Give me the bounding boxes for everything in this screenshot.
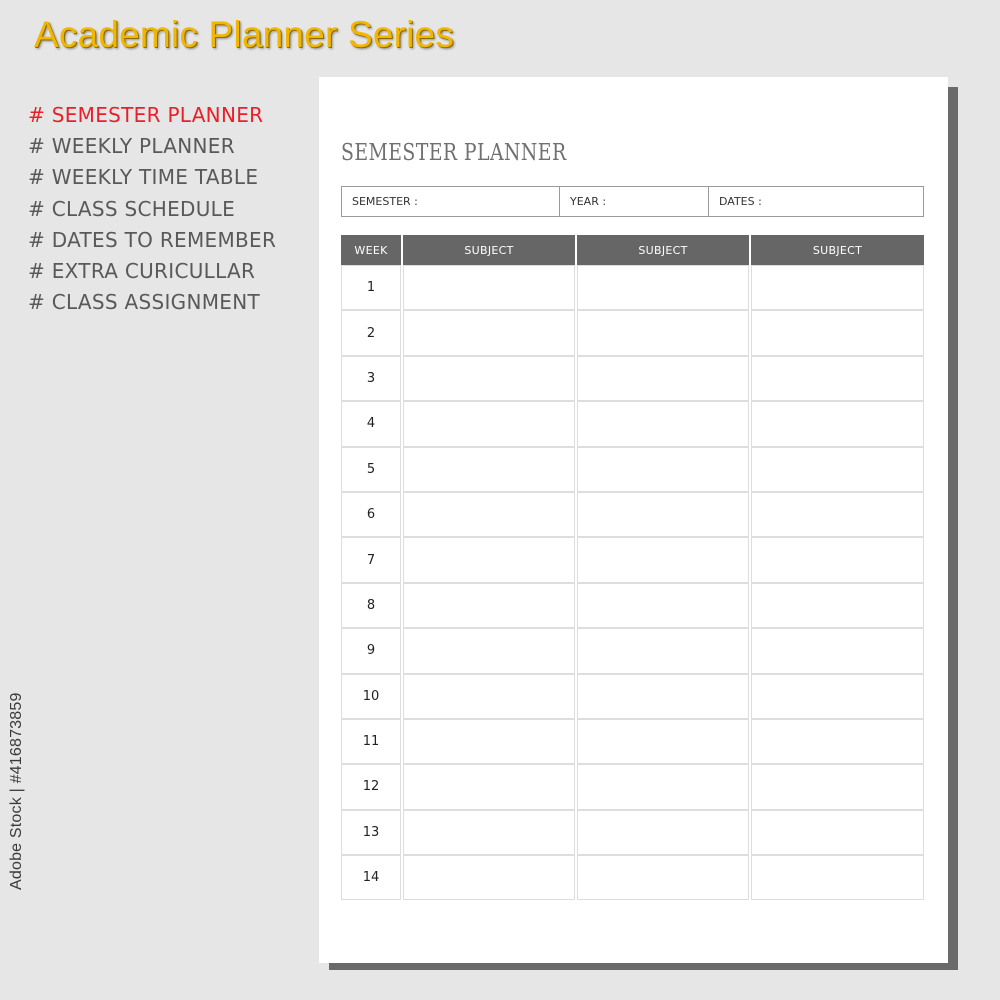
semester-field[interactable]: SEMESTER :: [352, 195, 418, 208]
subject-cell[interactable]: [403, 583, 575, 628]
grid-body: [341, 265, 924, 900]
dates-field[interactable]: DATES :: [708, 187, 923, 216]
week-number: 10: [341, 674, 401, 719]
year-field[interactable]: YEAR :: [559, 187, 708, 216]
table-row: [341, 492, 924, 537]
sheet-title: SEMESTER PLANNER: [341, 140, 567, 166]
menu-item-weekly-time-table[interactable]: # WEEKLY TIME TABLE: [28, 165, 259, 190]
subject-cell[interactable]: [751, 401, 924, 446]
column-header-subject: SUBJECT: [751, 235, 924, 265]
subject-cell[interactable]: [403, 537, 575, 582]
planner-menu: [28, 100, 276, 318]
week-number: 13: [341, 810, 401, 855]
subject-cell[interactable]: [403, 401, 575, 446]
subject-cell[interactable]: [577, 310, 749, 355]
table-row: [341, 310, 924, 355]
subject-cell[interactable]: [577, 855, 749, 900]
subject-cell[interactable]: [403, 628, 575, 673]
table-row: [341, 810, 924, 855]
subject-cell[interactable]: [577, 628, 749, 673]
grid-header: [341, 235, 924, 265]
table-row: [341, 356, 924, 401]
column-header-week: WEEK: [341, 235, 401, 265]
subject-cell[interactable]: [751, 764, 924, 809]
subject-cell[interactable]: [751, 810, 924, 855]
subject-cell[interactable]: [403, 492, 575, 537]
table-row: [341, 583, 924, 628]
subject-cell[interactable]: [403, 356, 575, 401]
week-number: 7: [341, 537, 401, 582]
week-number: 12: [341, 764, 401, 809]
subject-cell[interactable]: [751, 719, 924, 764]
menu-item-weekly-planner[interactable]: # WEEKLY PLANNER: [28, 134, 235, 159]
subject-cell[interactable]: [403, 855, 575, 900]
week-number: 6: [341, 492, 401, 537]
subject-cell[interactable]: [403, 674, 575, 719]
menu-item-class-assignment[interactable]: # CLASS ASSIGNMENT: [28, 290, 261, 315]
menu-item-dates-to-remember[interactable]: # DATES TO REMEMBER: [28, 227, 277, 252]
table-row: [341, 628, 924, 673]
subject-cell[interactable]: [577, 764, 749, 809]
subject-cell[interactable]: [577, 583, 749, 628]
subject-cell[interactable]: [751, 628, 924, 673]
table-row: [341, 719, 924, 764]
week-number: 3: [341, 356, 401, 401]
subject-cell[interactable]: [403, 810, 575, 855]
subject-cell[interactable]: [751, 855, 924, 900]
subject-cell[interactable]: [751, 674, 924, 719]
table-row: [341, 265, 924, 310]
subject-cell[interactable]: [577, 401, 749, 446]
subject-cell[interactable]: [403, 719, 575, 764]
subject-cell[interactable]: [577, 719, 749, 764]
column-header-subject: SUBJECT: [577, 235, 749, 265]
planner-sheet: [319, 77, 948, 963]
table-row: [341, 674, 924, 719]
subject-cell[interactable]: [403, 265, 575, 310]
semester-grid: [341, 235, 924, 900]
menu-item-class-schedule[interactable]: # CLASS SCHEDULE: [28, 196, 236, 221]
subject-cell[interactable]: [577, 356, 749, 401]
subject-cell[interactable]: [403, 310, 575, 355]
subject-cell[interactable]: [403, 764, 575, 809]
week-number: 11: [341, 719, 401, 764]
subject-cell[interactable]: [577, 492, 749, 537]
subject-cell[interactable]: [577, 810, 749, 855]
info-row: [341, 186, 924, 217]
table-row: [341, 447, 924, 492]
column-header-subject: SUBJECT: [403, 235, 575, 265]
subject-cell[interactable]: [751, 492, 924, 537]
week-number: 9: [341, 628, 401, 673]
subject-cell[interactable]: [577, 447, 749, 492]
table-row: [341, 855, 924, 900]
subject-cell[interactable]: [751, 265, 924, 310]
subject-cell[interactable]: [751, 537, 924, 582]
table-row: [341, 401, 924, 446]
week-number: 14: [341, 855, 401, 900]
subject-cell[interactable]: [751, 583, 924, 628]
week-number: 5: [341, 447, 401, 492]
menu-item-extra-curicullar[interactable]: # EXTRA CURICULLAR: [28, 259, 256, 284]
week-number: 2: [341, 310, 401, 355]
series-title: Academic Planner Series: [34, 14, 455, 55]
menu-item-semester-planner[interactable]: # SEMESTER PLANNER: [28, 103, 264, 127]
subject-cell[interactable]: [751, 310, 924, 355]
subject-cell[interactable]: [751, 447, 924, 492]
table-row: [341, 537, 924, 582]
week-number: 1: [341, 265, 401, 310]
subject-cell[interactable]: [577, 674, 749, 719]
week-number: 4: [341, 401, 401, 446]
subject-cell[interactable]: [577, 537, 749, 582]
stock-credit: Adobe Stock | #416873859: [8, 692, 25, 890]
subject-cell[interactable]: [751, 356, 924, 401]
table-row: [341, 764, 924, 809]
week-number: 8: [341, 583, 401, 628]
subject-cell[interactable]: [403, 447, 575, 492]
subject-cell[interactable]: [577, 265, 749, 310]
